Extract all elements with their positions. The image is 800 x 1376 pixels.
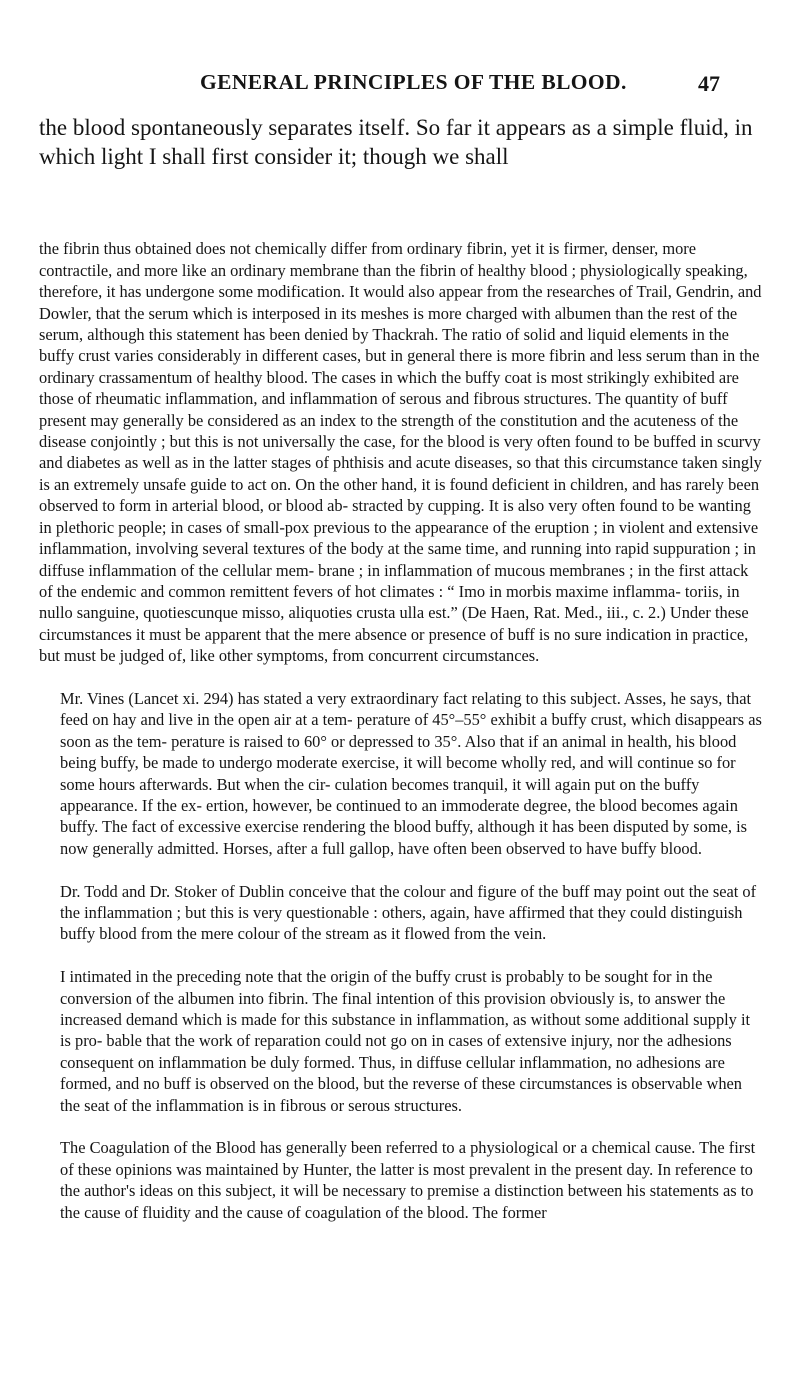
note-paragraph-1: the fibrin thus obtained does not chemically differ from ordinary fibrin, yet it is firmer, denser, more contractile, and more like an ordinary membrane than the fibrin of healthy blood ; physiologically speaking, therefore, it has undergone some modification. It would also appear from the researches of Trail, Gendrin, and Dowler, that the serum which is interposed in its meshes is more charged with albumen than the rest of the serum, although this statement has been denied by Thackrah. The ratio of solid and liquid elements in the buffy crust varies considerably in different cases, but in general there is more fibrin and less serum than in the ordinary crassamentum of healthy blood. The cases in which the buffy coat is most strikingly exhibited are those of rheumatic inflammation, and inflammation of serous and fibrous structures. The quantity of buff present may generally be considered as an index to the strength of the constitution and the acuteness of the disease conjointly ; but this is not universally the case, for the blood is very often found to be buffed in scurvy and diabetes as well as in the latter stages of phthisis and acute diseases, so that this circumstance taken singly is an extremely unsafe guide to act on. On the other hand, it is found deficient in children, and has rarely been observed to form in arterial blood, or blood ab- stracted by cupping. It is also very often found to be wanting in plethoric people; in cases of small-pox previous to the appearance of the eruption ; in violent and extensive inflammation, involving several textures of the body at the same time, and running into rapid suppuration ; in diffuse inflammation of the cellular mem- brane ; in inflammation of mucous membranes ; in the first attack of the endemic and common remittent fevers of hot climates : “ Imo in morbis maxime inflamma- toriis, in nullo sanguine, quotiescunque misso, aliquoties crusta ulla est.” (De Haen, Rat. Med., iii., c. 2.) Under these circumstances it must be apparent that the mere absence or presence of buff is no sure indication in practice, but must be judged of, like other symptoms, from concurrent circumstances. — [39, 239, 762, 666]
running-title: GENERAL PRINCIPLES OF THE BLOOD. — [200, 70, 627, 94]
page-number: 47 — [698, 71, 720, 96]
note-paragraph-5: The Coagulation of the Blood has generally been referred to a physiological or a chemical cause. The first of these opinions was maintained by Hunter, the latter is most prevalent in the present day. In reference to the author's ideas on this subject, it will be necessary to premise a distinction between his statements as to the cause of fluidity and the cause of coagulation of the blood. The former — [60, 1138, 756, 1222]
running-head — [0, 64, 800, 104]
note-paragraph-4: I intimated in the preceding note that the origin of the buffy crust is probably to be sought for in the conversion of the albumen into fibrin. The final intention of this provision obviously is, to answer the increased demand which is made for this substance in inflammation, as without some additional supply it is pro- bable that the work of reparation could not go on in cases of extensive injury, nor the adhesions consequent on inflammation be duly formed. Thus, in diffuse cellular inflammation, no adhesions are formed, and no buff is observed on the blood, but the reverse of these circumstances is observable when the seat of the inflammation is in fibrous or serous structures. — [60, 967, 751, 1115]
lead-paragraph: the blood spontaneously separates itself. So far it appears as a simple fluid, in which light I shall first consider it; though we shall — [39, 115, 753, 169]
note-paragraph-3: Dr. Todd and Dr. Stoker of Dublin conceive that the colour and figure of the buff may point out the seat of the inflammation ; but this is very questionable : others, again, have affirmed that they could distinguish buffy blood from the mere colour of the stream as it flowed from the vein. — [60, 881, 757, 944]
note-paragraph-2: Mr. Vines (Lancet xi. 294) has stated a very extraordinary fact relating to this subject. Asses, he says, that feed on hay and live in the open air at a tem- perature of 45°–55° exhibit a buffy crust, which disappears as soon as the tem- perature is raised to 60° or depressed to 35°. Also that if an animal in health, his blood being buffy, be made to undergo moderate exercise, it will become wholly red, and will continue so for some hours afterwards. But when the cir- culation becomes tranquil, it will again put on the buffy appearance. If the ex- ertion, however, be continued to an immoderate degree, the blood becomes again buffy. The fact of excessive exercise rendering the blood buffy, although it has been disputed by some, is now generally admitted. Horses, after a full gallop, have often been observed to have buffy blood. — [60, 688, 762, 858]
footnote-block — [39, 217, 763, 1245]
